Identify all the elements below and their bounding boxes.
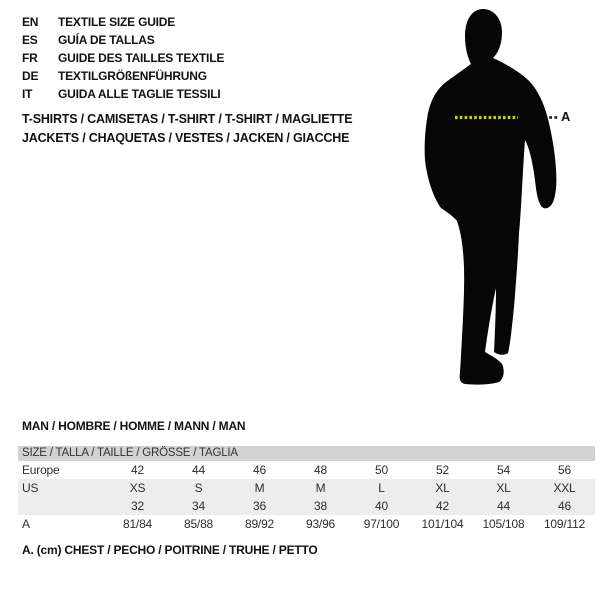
- language-label: GUÍA DE TALLAS: [58, 33, 155, 47]
- language-code: FR: [22, 51, 38, 65]
- table-cell: 40: [375, 499, 388, 513]
- man-silhouette-figure: [400, 0, 600, 400]
- language-list: [22, 13, 224, 103]
- language-label: GUIDE DES TAILLES TEXTILE: [58, 51, 225, 65]
- man-silhouette: [425, 9, 557, 385]
- table-row-numeric: [18, 497, 595, 515]
- table-cell: 97/100: [363, 517, 400, 531]
- table-cell: 54: [497, 463, 510, 477]
- language-label: TEXTILGRÖßENFÜHRUNG: [58, 69, 207, 83]
- table-cell: 105/108: [482, 517, 525, 531]
- table-cell: 42: [436, 499, 449, 513]
- language-row: [22, 85, 224, 103]
- table-cell: S: [194, 481, 203, 495]
- language-label: TEXTILE SIZE GUIDE: [58, 15, 176, 29]
- table-cell: 42: [131, 463, 144, 477]
- table-cell: 56: [558, 463, 571, 477]
- language-row: [22, 31, 224, 49]
- table-cell: 52: [436, 463, 449, 477]
- category-line-tshirts: T-SHIRTS / CAMISETAS / T-SHIRT / T-SHIRT / MAGLIETTE: [22, 112, 353, 126]
- table-cell: 101/104: [421, 517, 464, 531]
- table-row-a-chest: [18, 515, 595, 533]
- table-cell: 38: [314, 499, 327, 513]
- table-cell: 50: [375, 463, 388, 477]
- table-cell: 48: [314, 463, 327, 477]
- table-cell: 85/88: [183, 517, 214, 531]
- table-cell: M: [315, 481, 326, 495]
- category-line-jackets: JACKETS / CHAQUETAS / VESTES / JACKEN / GIACCHE: [22, 130, 350, 145]
- table-cell: L: [378, 481, 385, 495]
- man-silhouette-svg: [400, 0, 600, 400]
- table-cell: XXL: [553, 481, 576, 495]
- size-table: [18, 446, 595, 533]
- row-label: Europe: [22, 463, 60, 477]
- table-cell: M: [254, 481, 265, 495]
- table-cell: 81/84: [122, 517, 153, 531]
- table-cell: 44: [497, 499, 510, 513]
- table-cell: XL: [435, 481, 450, 495]
- table-cell: 46: [253, 463, 266, 477]
- table-row-us: [18, 479, 595, 497]
- table-cell: 36: [253, 499, 266, 513]
- table-cell: 109/112: [543, 517, 586, 531]
- gender-heading: MAN / HOMBRE / HOMME / MANN / MAN: [22, 419, 246, 433]
- table-cell: XS: [129, 481, 146, 495]
- language-code: ES: [22, 33, 38, 47]
- table-cell: 93/96: [305, 517, 336, 531]
- language-code: DE: [22, 69, 39, 83]
- row-label: US: [22, 481, 39, 495]
- language-row: [22, 13, 224, 31]
- table-cell: 44: [192, 463, 205, 477]
- language-label: GUIDA ALLE TAGLIE TESSILI: [58, 87, 221, 101]
- row-label: A: [22, 517, 30, 531]
- size-table-header: SIZE / TALLA / TAILLE / GRÖSSE / TAGLIA: [18, 446, 595, 461]
- table-cell: 46: [558, 499, 571, 513]
- table-cell: 89/92: [244, 517, 275, 531]
- language-row: [22, 49, 224, 67]
- chest-footnote: A. (cm) CHEST / PECHO / POITRINE / TRUHE / PETTO: [22, 543, 318, 557]
- table-cell: XL: [496, 481, 511, 495]
- language-code: EN: [22, 15, 39, 29]
- table-cell: 32: [131, 499, 144, 513]
- category-lines: [22, 110, 352, 147]
- measurement-a-label: A: [561, 109, 571, 124]
- table-cell: 34: [192, 499, 205, 513]
- language-code: IT: [22, 87, 33, 101]
- language-row: [22, 67, 224, 85]
- table-row-europe: [18, 461, 595, 479]
